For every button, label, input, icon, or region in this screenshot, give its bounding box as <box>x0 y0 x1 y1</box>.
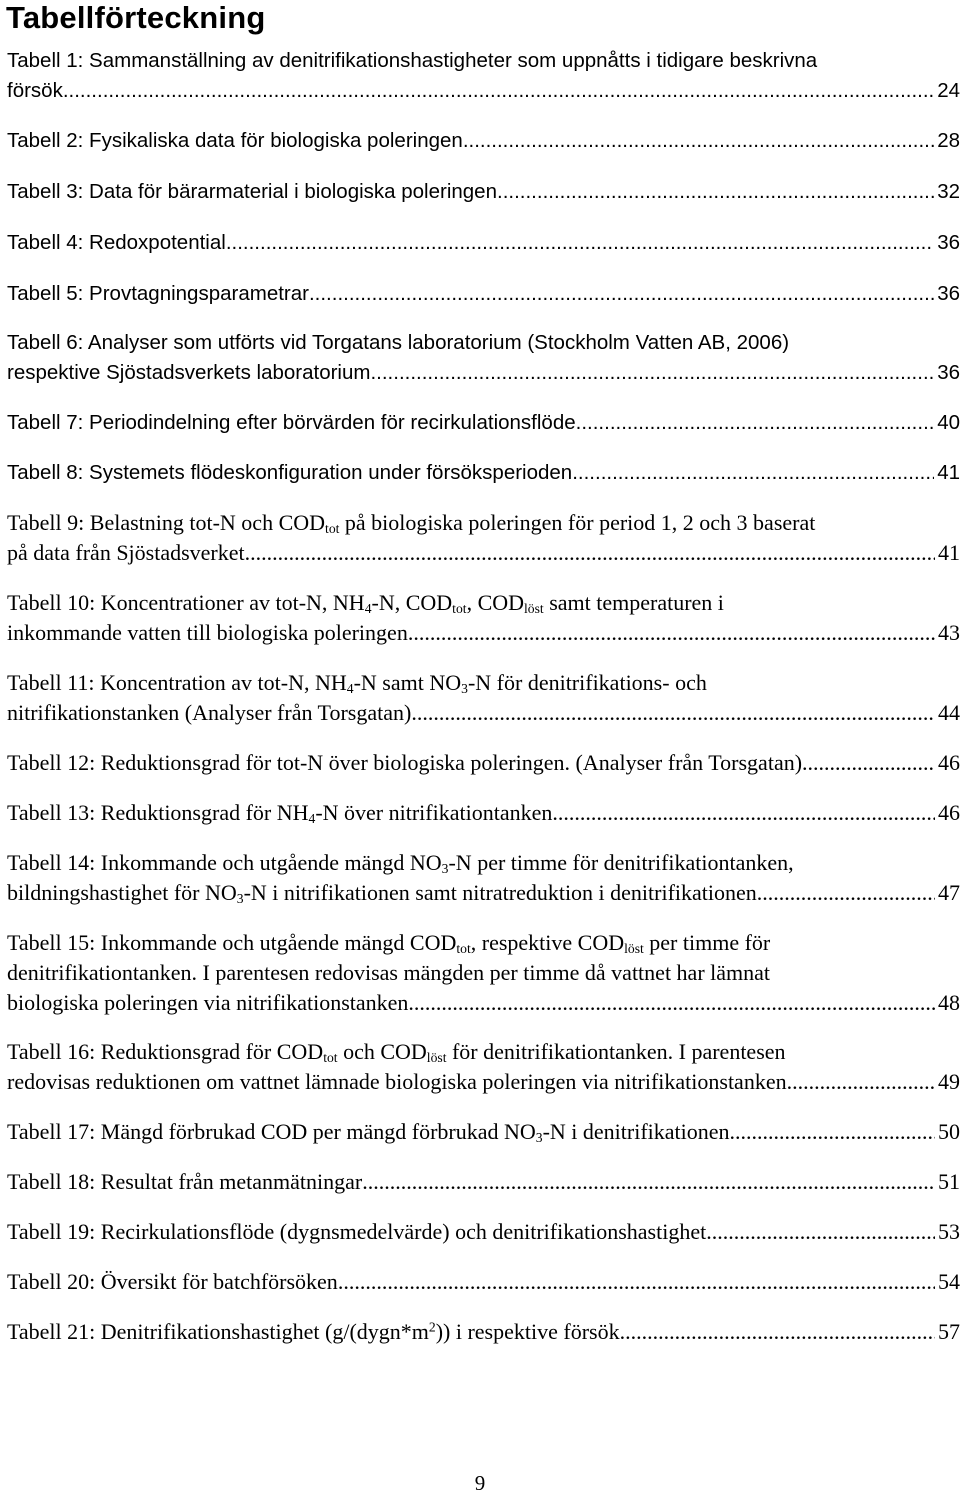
toc-entry-caption <box>7 698 411 728</box>
toc-entry[interactable] <box>7 928 960 1018</box>
entry-text-segment: redovisas reduktionen om vattnet lämnade biologiska poleringen via nitrifikationstanken. <box>7 1069 793 1094</box>
entry-text-segment: Tabell 9: Belastning tot-N och COD <box>7 510 326 535</box>
toc-entry[interactable] <box>7 588 960 648</box>
toc-entry-line <box>7 1317 960 1347</box>
entry-text-segment: nitrifikationstanken (Analyser från Torsgatan) <box>7 700 412 725</box>
toc-page-number: 28 <box>937 129 960 152</box>
entry-text-segment: Tabell 18: Resultat från metanmätningar <box>7 1169 363 1194</box>
entry-text-segment: )) i respektive försök <box>435 1319 620 1344</box>
entry-text-segment: -N för denitrifikations- och <box>467 670 707 695</box>
toc-entry-caption <box>7 177 497 207</box>
dot-leader <box>497 177 934 207</box>
toc-page-number: 32 <box>937 180 960 203</box>
toc-entry-line <box>7 1217 960 1247</box>
entry-text-segment: , respektive COD <box>470 930 625 955</box>
toc-entry-caption <box>7 458 572 488</box>
entry-text-segment: på data från Sjöstadsverket <box>7 540 245 565</box>
page-title: Tabellförteckning <box>6 0 266 35</box>
toc-page-number: 53 <box>938 1219 960 1244</box>
toc-entry[interactable] <box>7 328 960 388</box>
toc-page-number: 41 <box>938 540 960 565</box>
toc-entry-caption <box>7 1167 362 1197</box>
toc-entry-line <box>7 458 960 488</box>
toc-entry-line <box>7 1267 960 1297</box>
toc-entry-caption <box>7 126 463 156</box>
toc-page-number: 36 <box>937 231 960 254</box>
entry-text-segment: löst <box>426 1050 447 1065</box>
toc-entry-line <box>7 177 960 207</box>
entry-text-segment: 3 <box>441 861 449 876</box>
toc-entry-line <box>7 958 960 988</box>
dot-leader <box>792 1067 935 1097</box>
toc-entry-caption <box>7 748 802 778</box>
dot-leader <box>414 988 935 1018</box>
toc-entry[interactable] <box>7 126 960 156</box>
toc-entry-line <box>7 848 960 878</box>
entry-text-segment: Tabell 1: Sammanställning av denitrifikationshastigheter som uppnåtts i tidigare beskrivna <box>7 49 818 72</box>
entry-text-segment: Tabell 17: Mängd förbrukad COD per mängd förbrukad NO <box>7 1119 536 1144</box>
toc-entry-caption <box>7 618 408 648</box>
toc-entry-line <box>7 279 960 309</box>
toc-entry-line <box>7 1117 960 1147</box>
toc-entry-caption <box>7 1217 706 1247</box>
toc-entry-line <box>7 538 960 568</box>
entry-text-segment: Tabell 13: Reduktionsgrad för NH <box>7 800 309 825</box>
toc-entry-caption <box>7 228 226 258</box>
toc-entry[interactable] <box>7 1217 960 1247</box>
toc-entry-line <box>7 988 960 1018</box>
dot-leader <box>226 228 934 258</box>
entry-text-segment: tot <box>325 521 340 536</box>
toc-entry-caption <box>7 1067 792 1097</box>
entry-text-segment: Tabell 8: Systemets flödeskonfiguration under försöksperioden <box>7 461 573 484</box>
toc-page-number: 46 <box>938 750 960 775</box>
entry-text-segment: Tabell 2: Fysikaliska data för biologiska poleringen <box>7 129 463 152</box>
entry-text-segment: 3 <box>461 681 468 696</box>
toc-page-number: 47 <box>938 880 960 905</box>
entry-text-segment: tot <box>323 1050 338 1065</box>
toc-entry[interactable] <box>7 1167 960 1197</box>
toc-entry[interactable] <box>7 848 960 908</box>
toc-page-number: 36 <box>937 361 960 384</box>
toc-page-number: 49 <box>938 1069 960 1094</box>
toc-entry-caption <box>7 798 552 828</box>
toc-entry-line <box>7 798 960 828</box>
entry-text-segment: 4 <box>364 601 372 616</box>
toc-entry-caption <box>7 930 770 955</box>
toc-entry-line <box>7 668 960 698</box>
entry-text-segment: -N i denitrifikationen <box>542 1119 730 1144</box>
toc-entry[interactable] <box>7 1267 960 1297</box>
dot-leader <box>730 1117 935 1147</box>
toc-entry-caption <box>7 279 309 309</box>
toc-entry-caption <box>7 1317 620 1347</box>
toc-page-number: 40 <box>937 411 960 434</box>
toc-entry[interactable] <box>7 408 960 438</box>
toc-entry-caption <box>7 1117 730 1147</box>
toc-entry[interactable] <box>7 668 960 728</box>
dot-leader <box>63 76 934 106</box>
entry-text-segment: Tabell 16: Reduktionsgrad för COD <box>7 1039 324 1064</box>
entry-text-segment: Tabell 11: Koncentration av tot-N, NH <box>7 670 347 695</box>
entry-text-segment: Tabell 5: Provtagningsparametrar <box>7 282 309 305</box>
toc-entry-caption <box>7 358 370 388</box>
dot-leader <box>576 408 935 438</box>
toc-page-number: 54 <box>938 1269 960 1294</box>
toc-entry-caption <box>7 408 576 438</box>
toc-page-number: 41 <box>937 461 960 484</box>
toc-entry-caption <box>7 878 757 908</box>
entry-text-segment: respektive Sjöstadsverkets laboratorium <box>7 361 371 384</box>
toc-entry[interactable] <box>7 748 960 778</box>
dot-leader <box>408 618 935 648</box>
dot-leader <box>706 1217 935 1247</box>
toc-entry-caption <box>7 670 707 695</box>
entry-text-segment: bildningshastighet för NO <box>7 880 237 905</box>
toc-entry[interactable] <box>7 177 960 207</box>
dot-leader <box>802 748 935 778</box>
toc-entry-caption <box>7 538 245 568</box>
toc-entry[interactable] <box>7 1117 960 1147</box>
toc-entry-caption <box>7 510 815 535</box>
toc-entry-caption <box>7 590 724 615</box>
toc-page-number: 50 <box>938 1119 960 1144</box>
toc-entry-line <box>7 76 960 106</box>
toc-page-number: 36 <box>937 282 960 305</box>
entry-text-segment: Tabell 4: Redoxpotential <box>7 231 226 254</box>
entry-text-segment: inkommande vatten till biologiska poleringen <box>7 620 408 645</box>
entry-text-segment: 4 <box>346 681 354 696</box>
toc-entry-caption <box>7 988 414 1018</box>
toc-entry[interactable] <box>7 1317 960 1347</box>
toc-entry-line <box>7 1037 960 1067</box>
dot-leader <box>370 358 934 388</box>
toc-entry-caption <box>7 960 770 985</box>
toc-entry-caption <box>7 76 63 106</box>
toc-entry-caption <box>7 331 789 354</box>
toc-entry-line <box>7 126 960 156</box>
entry-text-segment: 3 <box>236 891 244 906</box>
entry-text-segment: -N, COD <box>371 590 453 615</box>
dot-leader <box>552 798 935 828</box>
toc-entry-line <box>7 328 960 358</box>
entry-text-segment: 2 <box>428 1319 436 1335</box>
dot-leader <box>620 1317 935 1347</box>
toc-entry-line <box>7 928 960 958</box>
entry-text-segment: tot <box>456 941 471 956</box>
entry-text-segment: för denitrifikationtanken. I parentesen <box>446 1039 786 1064</box>
entry-text-segment: , COD <box>466 590 525 615</box>
toc-entry-line <box>7 618 960 648</box>
dot-leader <box>572 458 934 488</box>
dot-leader <box>338 1267 935 1297</box>
entry-text-segment: -N över nitrifikationtanken <box>315 800 553 825</box>
toc-page-number: 43 <box>938 620 960 645</box>
entry-text-segment: Tabell 21: Denitrifikationshastighet (g/(dygn*m <box>7 1319 429 1344</box>
dot-leader <box>463 126 934 156</box>
toc-entry-line <box>7 698 960 728</box>
toc-entry-line <box>7 46 960 76</box>
entry-text-segment: och COD <box>337 1039 427 1064</box>
entry-text-segment: löst <box>524 601 544 616</box>
toc-entry[interactable] <box>7 508 960 568</box>
toc-entry-caption <box>7 850 794 875</box>
dot-leader <box>411 698 935 728</box>
entry-text-segment: försök <box>7 79 63 102</box>
toc-page-number: 44 <box>938 700 960 725</box>
toc-page-number: 51 <box>938 1169 960 1194</box>
dot-leader <box>309 279 934 309</box>
entry-text-segment: 3 <box>535 1130 543 1145</box>
entry-text-segment: samt temperaturen i <box>543 590 724 615</box>
entry-text-segment: Tabell 7: Periodindelning efter börvärden för recirkulationsflöde <box>7 411 576 434</box>
entry-text-segment: tot <box>452 601 467 616</box>
toc-entry[interactable] <box>7 279 960 309</box>
page-number: 9 <box>474 1471 486 1495</box>
toc-entry-line <box>7 1067 960 1097</box>
dot-leader <box>757 878 935 908</box>
entry-text-segment: -N samt NO <box>353 670 462 695</box>
dot-leader <box>245 538 935 568</box>
toc-entry-line <box>7 588 960 618</box>
entry-text-segment: Tabell 10: Koncentrationer av tot-N, NH <box>7 590 365 615</box>
entry-text-segment: per timme för <box>643 930 771 955</box>
toc-page-number: 24 <box>937 79 960 102</box>
toc-entry[interactable] <box>7 458 960 488</box>
dot-leader <box>362 1167 935 1197</box>
entry-text-segment: Tabell 6: Analyser som utförts vid Torgatans laboratorium (Stockholm Vatten AB, 2006) <box>7 331 790 354</box>
toc-entry-line <box>7 878 960 908</box>
toc-entry-caption <box>7 49 817 72</box>
toc-entry-caption <box>7 1267 338 1297</box>
entry-text-segment: denitrifikationtanken. I parentesen redovisas mängden per timme då vattnet har lämnat <box>7 960 771 985</box>
toc-page-number: 48 <box>938 990 960 1015</box>
entry-text-segment: Tabell 15: Inkommande och utgående mängd COD <box>7 930 457 955</box>
toc-entry-caption <box>7 1039 786 1064</box>
toc-page-number: 57 <box>938 1319 960 1344</box>
entry-text-segment: -N i nitrifikationen samt nitratreduktion i denitrifikationen <box>243 880 757 905</box>
toc-entry-line <box>7 408 960 438</box>
toc-entry[interactable] <box>7 46 960 106</box>
toc-entry[interactable] <box>7 1037 960 1097</box>
toc-entry-line <box>7 748 960 778</box>
entry-text-segment: Tabell 12: Reduktionsgrad för tot-N över biologiska poleringen. (Analyser från Torsgatan) <box>7 750 803 775</box>
toc-entry-line <box>7 358 960 388</box>
entry-text-segment: Tabell 20: Översikt för batchförsöken <box>7 1269 338 1294</box>
toc-page-number: 46 <box>938 800 960 825</box>
entry-text-segment: -N per timme för denitrifikationtanken, <box>448 850 794 875</box>
entry-text-segment: Tabell 19: Recirkulationsflöde (dygnsmedelvärde) och denitrifikationshastighet <box>7 1219 707 1244</box>
entry-text-segment: löst <box>624 941 644 956</box>
entry-text-segment: på biologiska poleringen för period 1, 2 och 3 baserat <box>339 510 816 535</box>
entry-text-segment: Tabell 3: Data för bärarmaterial i biologiska poleringen <box>7 180 497 203</box>
toc-entry-line <box>7 508 960 538</box>
entry-text-segment: 4 <box>308 811 316 826</box>
entry-text-segment: Tabell 14: Inkommande och utgående mängd NO <box>7 850 442 875</box>
toc-entry-line <box>7 1167 960 1197</box>
toc-entry[interactable] <box>7 798 960 828</box>
toc-entry-line <box>7 228 960 258</box>
toc-entry[interactable] <box>7 228 960 258</box>
entry-text-segment: biologiska poleringen via nitrifikationstanken. <box>7 990 414 1015</box>
